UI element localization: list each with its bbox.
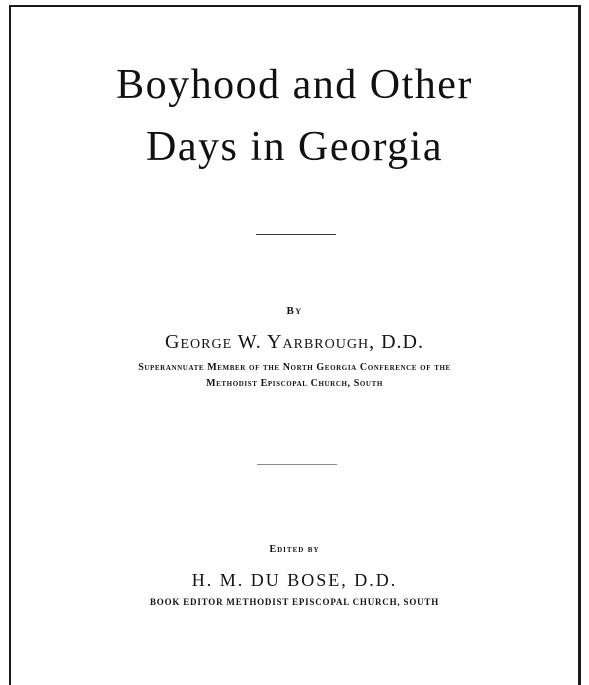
editor-name: H. M. DU BOSE, D.D. bbox=[191, 570, 398, 590]
section-divider bbox=[257, 464, 337, 465]
book-title-line-2: Days in Georgia bbox=[146, 124, 443, 170]
author-name: George W. Yarbrough, D.D. bbox=[165, 331, 424, 353]
title-divider bbox=[256, 234, 336, 235]
editor-description: BOOK EDITOR METHODIST EPISCOPAL CHURCH, SOUTH bbox=[149, 597, 440, 607]
author-description-line-2: Methodist Episcopal Church, South bbox=[206, 378, 383, 389]
author-description-line-1: Superannuate Member of the North Georgia Conference of the bbox=[138, 362, 451, 373]
edited-by-label: Edited by bbox=[269, 544, 320, 555]
book-title-line-1: Boyhood and Other bbox=[116, 62, 473, 108]
by-label: By bbox=[286, 305, 303, 317]
